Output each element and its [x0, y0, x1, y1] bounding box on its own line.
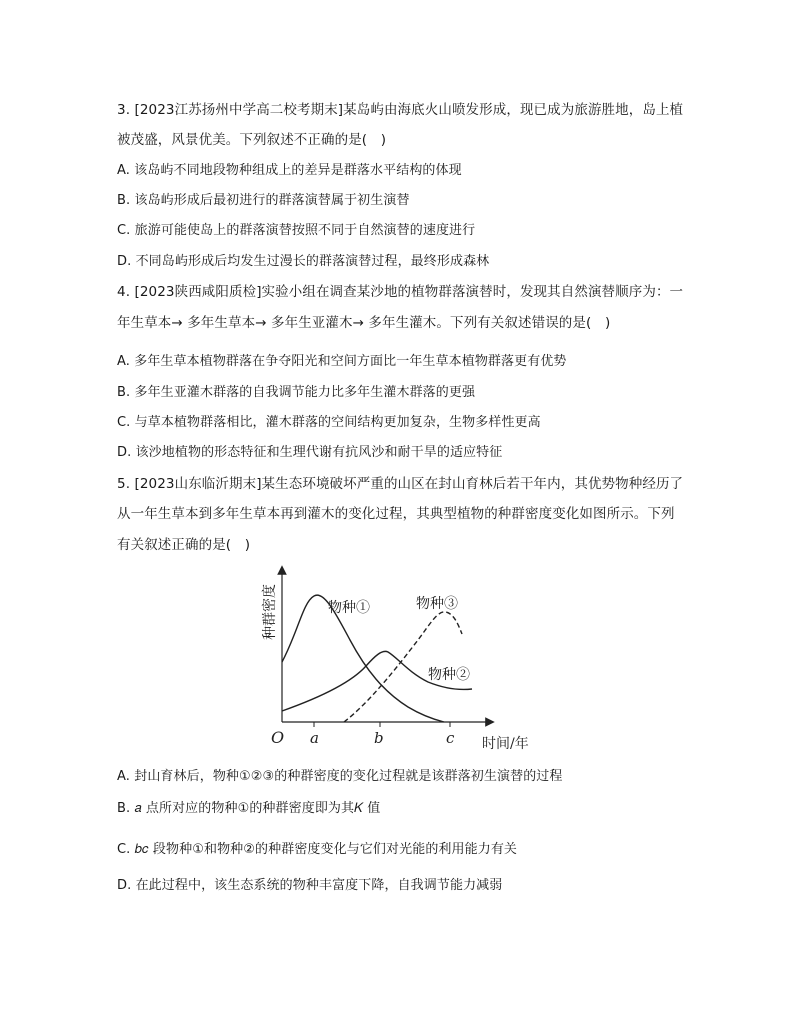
- q5-option-c: C. 𝑏𝑐 段物种①和物种②的种群密度变化与它们对光能的利用能力有关: [117, 842, 518, 857]
- q4-option-d: D. 该沙地植物的形态特征和生理代谢有抗风沙和耐干旱的适应特征: [117, 445, 503, 460]
- y-axis-label: 种群密度: [262, 584, 278, 640]
- q3-option-b: B. 该岛屿形成后最初进行的群落演替属于初生演替: [117, 193, 410, 208]
- q5-option-b: B. 𝑎 点所对应的物种①的种群密度即为其𝐾 值: [117, 801, 381, 816]
- q5-option-a: A. 封山育林后，物种①②③的种群密度的变化过程就是该群落初生演替的过程: [117, 769, 563, 784]
- q5-stem-line-1: 5. [2023山东临沂期末]某生态环境破坏严重的山区在封山育林后若干年内，其优势物种经历了: [117, 476, 684, 492]
- origin-label: O: [271, 728, 285, 747]
- tick-label-c: c: [446, 729, 455, 747]
- q3-option-a: A. 该岛屿不同地段物种组成上的差异是群落水平结构的体现: [117, 163, 462, 178]
- population-density-diagram: [258, 562, 548, 758]
- q3-stem-line-2: 被茂盛，风景优美。下列叙述不正确的是( ): [117, 132, 387, 148]
- species-2-label: 物种②: [428, 667, 470, 683]
- tick-label-a: a: [310, 729, 319, 747]
- q5-stem-line-2: 从一年生草本到多年生草本再到灌木的变化过程，其典型植物的种群密度变化如图所示。下列: [117, 506, 675, 522]
- q4-stem-line-2: 年生草本→ 多年生草本→ 多年生亚灌木→ 多年生灌木。下列有关叙述错误的是( ): [117, 315, 611, 331]
- q4-stem-line-1: 4. [2023陕西咸阳质检]实验小组在调查某沙地的植物群落演替时，发现其自然演替顺序为：一: [117, 284, 684, 300]
- q3-stem-line-1: 3. [2023江苏扬州中学高二校考期末]某岛屿由海底火山喷发形成，现已成为旅游胜地，岛上植: [117, 102, 684, 118]
- tick-label-b: b: [374, 729, 384, 747]
- q5-stem-line-3: 有关叙述正确的是( ): [117, 537, 251, 553]
- population-density-figure: [258, 562, 548, 758]
- q4-option-c: C. 与草本植物群落相比，灌木群落的空间结构更加复杂，生物多样性更高: [117, 415, 541, 430]
- q3-option-c: C. 旅游可能使岛上的群落演替按照不同于自然演替的速度进行: [117, 223, 476, 238]
- q4-option-a: A. 多年生草本植物群落在争夺阳光和空间方面比一年生草本植物群落更有优势: [117, 354, 567, 369]
- q4-option-b: B. 多年生亚灌木群落的自我调节能力比多年生灌木群落的更强: [117, 385, 476, 400]
- species-1-label: 物种①: [328, 600, 370, 616]
- q3-option-d: D. 不同岛屿形成后均发生过漫长的群落演替过程，最终形成森林: [117, 254, 490, 269]
- q5-option-d: D. 在此过程中，该生态系统的物种丰富度下降，自我调节能力减弱: [117, 878, 503, 893]
- species-3-label: 物种③: [416, 596, 458, 612]
- x-axis-label: 时间/年: [482, 736, 529, 752]
